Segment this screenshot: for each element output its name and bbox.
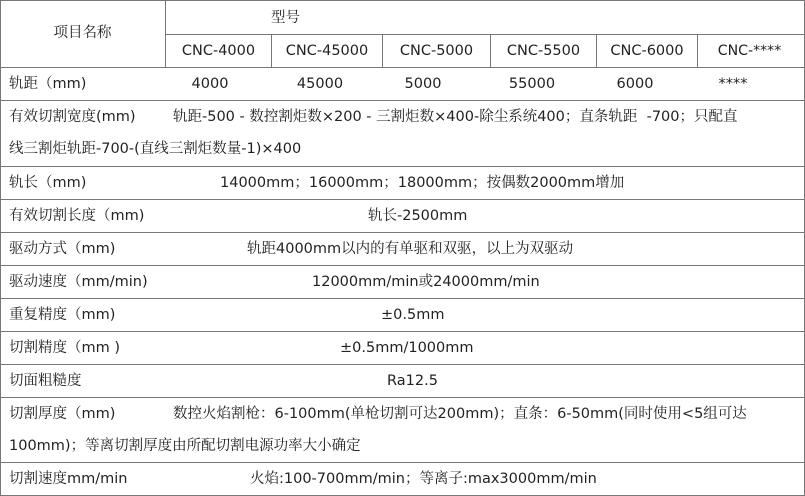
track-gauge-value: 5000 (404, 76, 442, 92)
table-border-left (0, 0, 1, 496)
cutting-thickness-value-line1: 数控火焰割枪：6-100mm(单枪切割可达200mm)；直条：6-50mm(同时使用<5组可达 (173, 406, 747, 422)
header-model-label: 型号 (271, 10, 300, 26)
model-name: CNC-5000 (399, 43, 474, 59)
row-label-surface-roughness: 切面粗糙度 (9, 373, 82, 389)
row-divider (0, 397, 805, 398)
track-gauge-value: **** (718, 76, 748, 92)
effective-width-value-line1: 轨距-500 - 数控割炬数×200 - 三割炬数×400-除尘系统400；直条轨距 -700；只配直 (173, 109, 738, 125)
row-label-effective-width: 有效切割宽度(mm) (9, 109, 136, 125)
model-name: CNC-45000 (285, 43, 369, 59)
row-divider (0, 100, 805, 101)
model-name: CNC-6000 (610, 43, 684, 59)
track-gauge-value: 6000 (616, 76, 654, 92)
row-divider (0, 265, 805, 266)
track-gauge-value: 45000 (296, 76, 344, 92)
row-label-cutting-accuracy: 切割精度（mm ) (9, 340, 121, 356)
model-name: CNC-5500 (506, 43, 581, 59)
cutting-thickness-value-line2: 100mm)；等离切割厚度由所配切割电源功率大小确定 (9, 438, 361, 454)
row-label-repeat-accuracy: 重复精度（mm) (9, 307, 116, 323)
row-divider (0, 199, 805, 200)
header-divider (165, 34, 805, 35)
row-divider (0, 67, 805, 68)
drive-mode-value: 轨距4000mm以内的有单驱和双驱，以上为双驱动 (247, 241, 574, 257)
row-divider (0, 364, 805, 365)
drive-speed-value: 12000mm/min或24000mm/min (312, 274, 540, 290)
cutting-accuracy-value: ±0.5mm/1000mm (340, 340, 474, 356)
table-border-top (0, 0, 805, 1)
repeat-accuracy-value: ±0.5mm (381, 307, 445, 323)
row-label-drive-mode: 驱动方式（mm) (9, 241, 116, 257)
surface-roughness-value: Ra12.5 (387, 373, 438, 389)
cutting-speed-value: 火焰:100-700mm/min；等离子:max3000mm/min (250, 471, 597, 487)
header-item-name: 项目名称 (53, 25, 112, 41)
row-label-cutting-thickness: 切割厚度（mm) (9, 406, 116, 422)
row-divider (0, 462, 805, 463)
effective-length-value: 轨长-2500mm (368, 208, 468, 224)
row-divider (0, 331, 805, 332)
row-divider (0, 166, 805, 167)
row-label-track-length: 轨长（mm) (9, 175, 87, 191)
model-name: CNC-**** (717, 43, 782, 59)
track-gauge-value: 4000 (191, 76, 229, 92)
model-name: CNC-4000 (181, 43, 256, 59)
row-label-cutting-speed: 切割速度mm/min (9, 471, 128, 487)
track-length-value: 14000mm；16000mm；18000mm；按偶数2000mm增加 (220, 175, 625, 191)
row-divider (0, 232, 805, 233)
track-gauge-value: 55000 (508, 76, 556, 92)
row-label-drive-speed: 驱动速度（mm/min) (9, 274, 148, 290)
row-divider (0, 298, 805, 299)
row-label-effective-length: 有效切割长度（mm) (9, 208, 145, 224)
effective-width-value-line2: 线三割炬轨距-700-(直线三割炬数量-1)×400 (9, 141, 302, 157)
row-label-track-gauge: 轨距（mm) (9, 76, 87, 92)
